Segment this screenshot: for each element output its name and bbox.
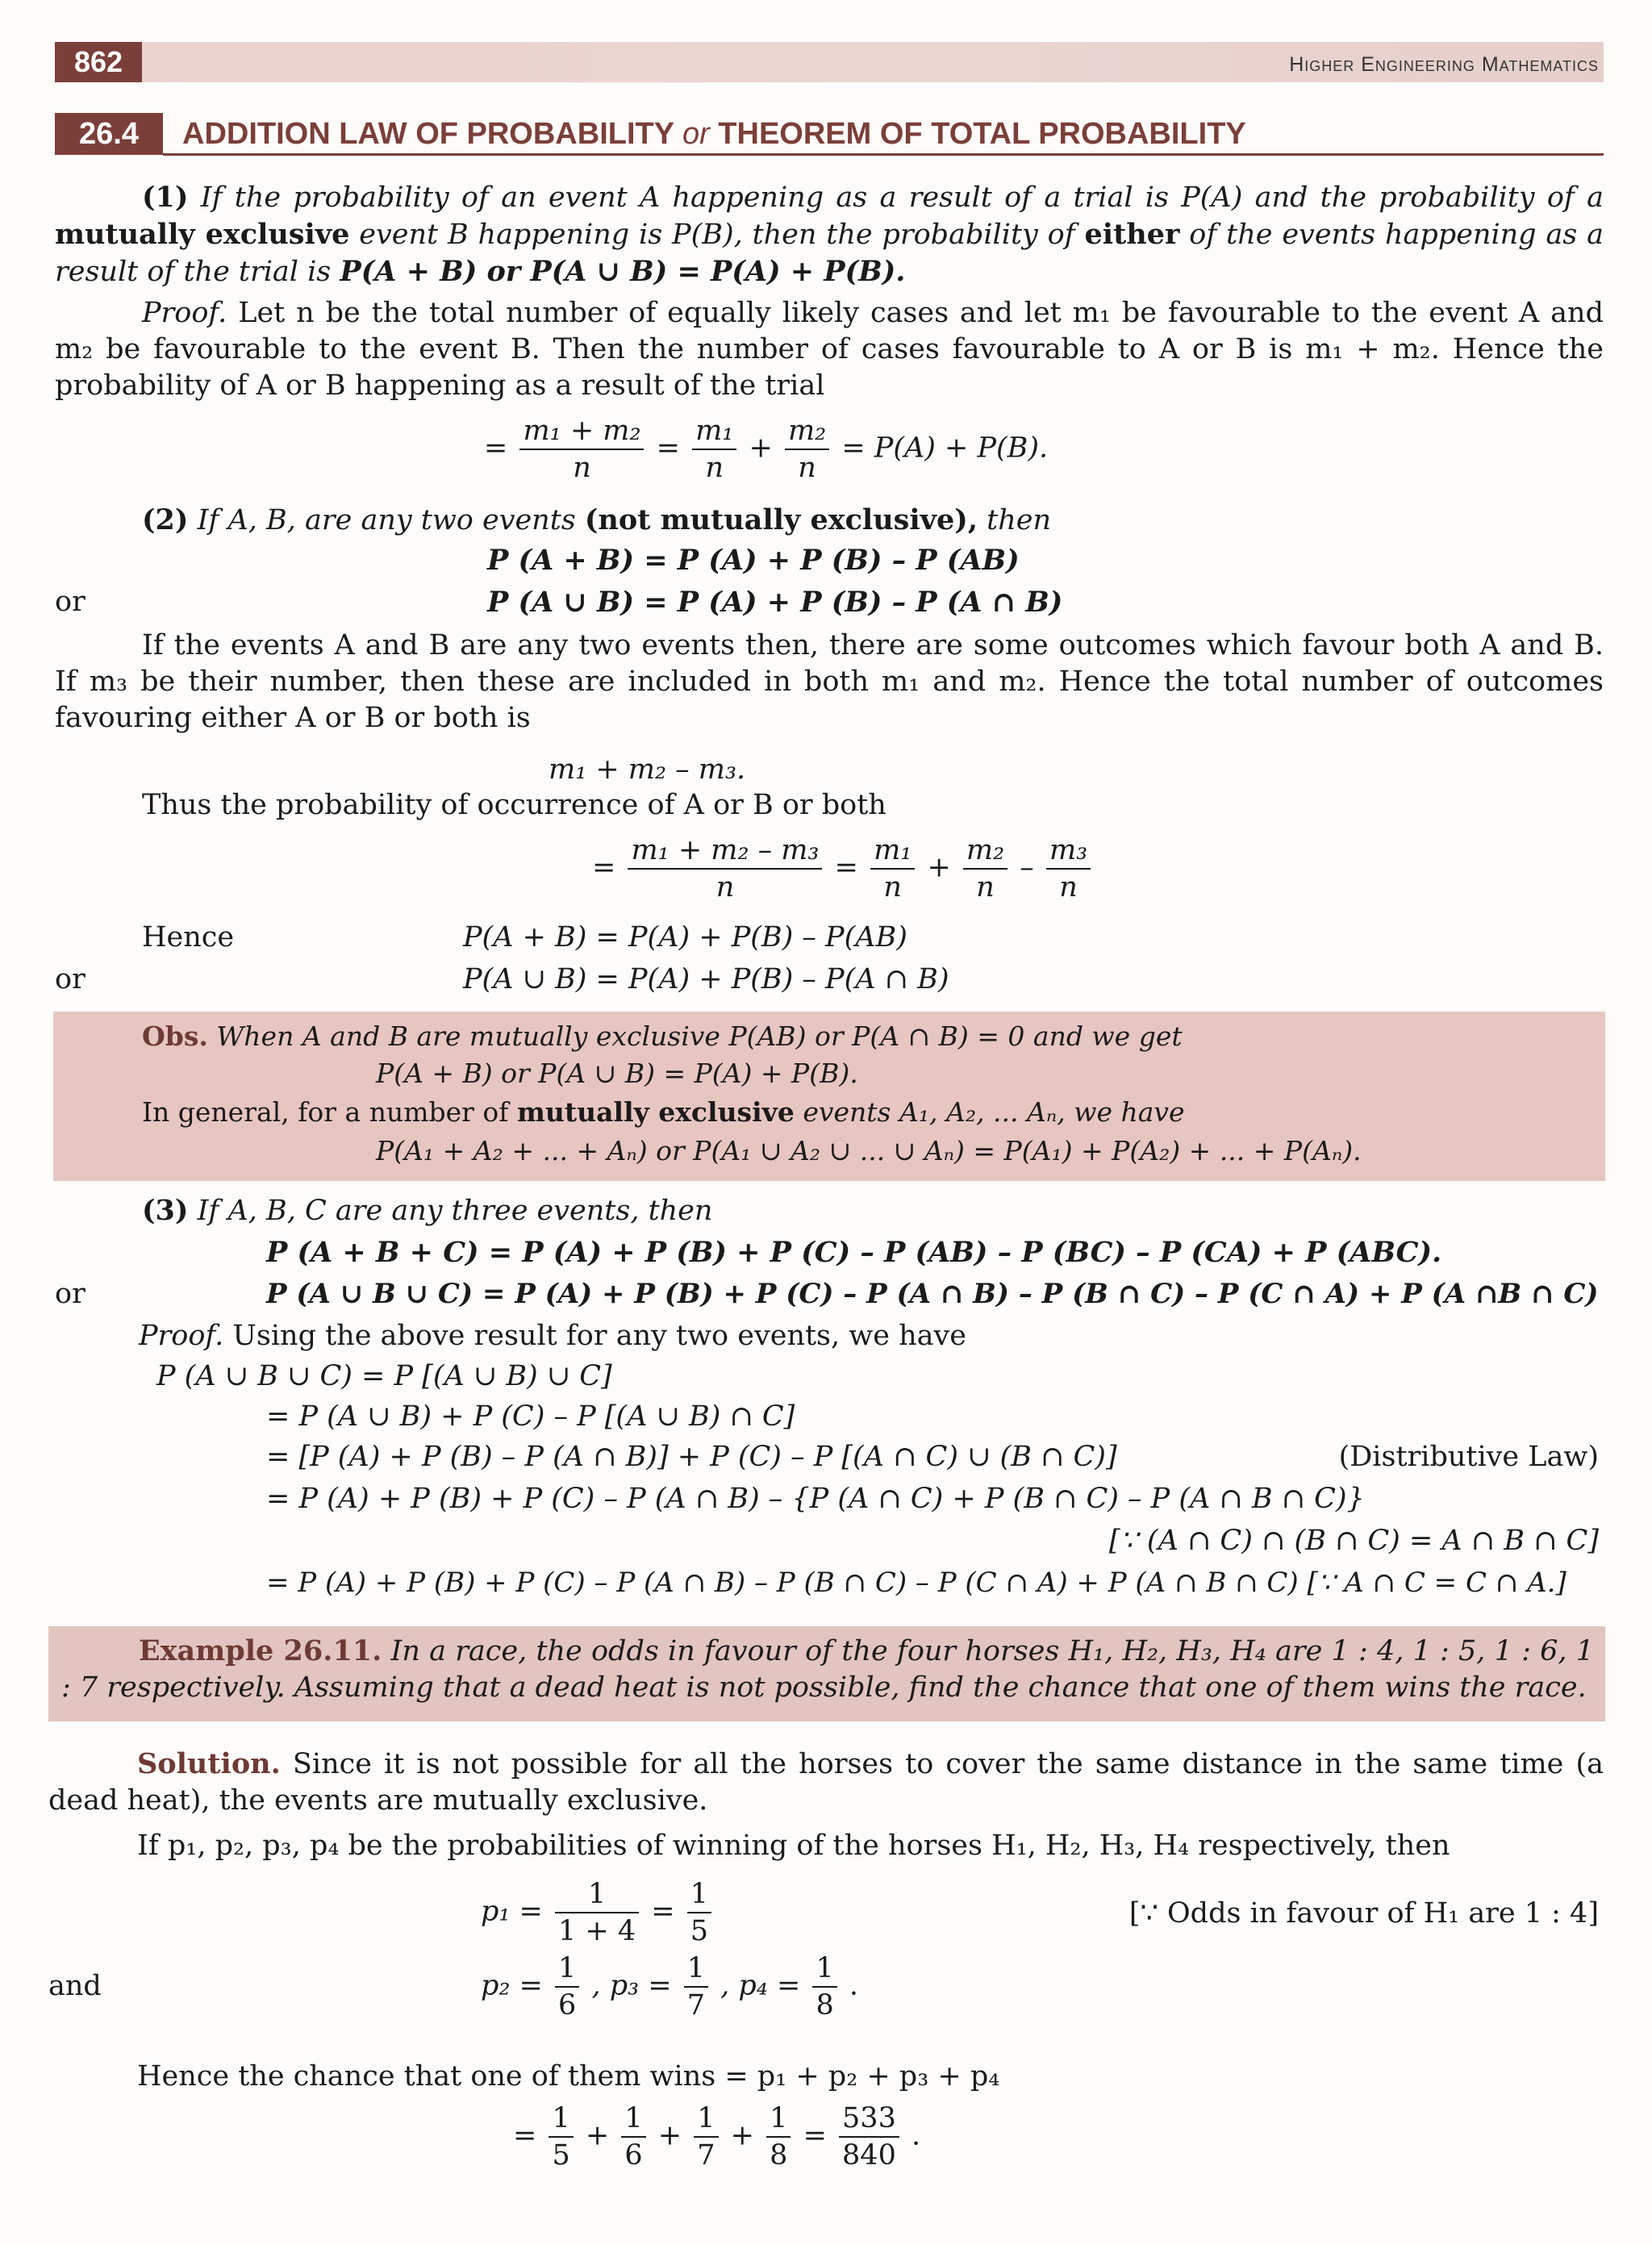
equation-p2-p3-p4: p₂ = $\frac{1}{6}$ , p₃ = $\frac{1}{7}$ , p₄ = $\frac{1}{8}$ . (481, 1952, 858, 2022)
solution-intro: Solution. Since it is not possible for all the horses to cover the same distance in the same time (a dead heat), the events are mutually exclusive. (48, 1747, 1604, 1817)
proof-2-reason-1: [∵ (A ∩ C) ∩ (B ∩ C) = A ∩ B ∩ C] (1108, 1525, 1599, 1557)
solution-hence: Hence the chance that one of them wins = p₁ + p₂ + p₃ + p₄ (137, 2060, 1000, 2093)
equation-total-count: m₁ + m₂ – m₃. (549, 753, 746, 786)
section-rule (163, 153, 1604, 156)
equation-final-sum: = $\frac{1}{5}$ + $\frac{1}{6}$ + $\frac{1}{7}$ + $\frac{1}{8}$ = $\frac{533}{840}$ . (513, 2102, 921, 2172)
proof-2-line-1: P (A ∪ B ∪ C) = P [(A ∪ B) ∪ C] (156, 1360, 612, 1392)
example-26-11: Example 26.11. In a race, the odds in favour of the four horses H₁, H₂, H₃, H₄ are 1 : 4, 1 : 5, 1 : 6, 1 : 7 respectively. Assuming that a dead heat is not possible, find the chance that one of them wins the race. (61, 1634, 1594, 1704)
margin-hence: Hence (142, 921, 235, 953)
fraction: $\frac{1}{7}$ (694, 2101, 718, 2173)
formula-three-events-sum: P (A + B + C) = P (A) + P (B) + P (C) – P (AB) – P (BC) – P (CA) + P (ABC). (266, 1236, 1442, 1269)
obs-line-1: Obs. When A and B are mutually exclusive P(AB) or P(A ∩ B) = 0 and we get (142, 1020, 1183, 1052)
proof-1: Proof. Let n be the total number of equally likely cases and let m₁ be favourable to the event A and m₂ be favourable to the event B. Then the number of cases favourable to A or B is m₁ + m₂. Hence the probability of A or B happening as a result of the trial (55, 297, 1604, 402)
proof-2-line-2: = P (A ∪ B) + P (C) – P [(A ∪ B) ∩ C] (266, 1400, 795, 1433)
proof-2-line-4: = P (A) + P (B) + P (C) – P (A ∩ B) – {P (A ∩ C) + P (B ∩ C) – P (A ∩ B ∩ C)} (266, 1483, 1365, 1515)
formula-two-events-union: P (A ∪ B) = P (A) + P (B) – P (A ∩ B) (487, 586, 1063, 619)
fraction: $\frac{\text{m₂}}{n}$ (963, 832, 1007, 905)
proof-2-line-3: = [P (A) + P (B) – P (A ∩ B)] + P (C) – P [(A ∩ C) ∪ (B ∩ C)] (266, 1441, 1117, 1473)
fraction: $\frac{1}{6}$ (621, 2101, 645, 2173)
proof-2-intro: Proof. Using the above result for any two events, we have (139, 1320, 966, 1352)
margin-or: or (55, 586, 86, 618)
obs-line-3: In general, for a number of mutually exclusive events A₁, A₂, ... Aₙ, we have (142, 1096, 1185, 1128)
fraction: $\frac{1}{5}$ (687, 1876, 711, 1949)
odds-note: [∵ Odds in favour of H₁ are 1 : 4] (1128, 1897, 1599, 1930)
paragraph-common-outcomes: If the events A and B are any two events then, there are some outcomes which favour both A and B. If m₃ be their number, then these are included in both m₁ and m₂. Hence the total number of outcomes favouring either A or B or both is (55, 629, 1604, 734)
margin-or: or (55, 1278, 86, 1310)
obs-line-2: P(A + B) or P(A ∪ B) = P(A) + P(B). (376, 1058, 858, 1089)
margin-and: and (48, 1970, 102, 2002)
fraction: $\frac{533}{840}$ (839, 2101, 899, 2173)
equation-three-term: = $\frac{\text{m₁ + m₂ – m₃}}{n}$ = $\frac{\text{m₁}}{n}$ + $\frac{\text{m₂}}{n}$ – $\frac{\text{m₃}}{n}$ (592, 832, 1094, 905)
solution-line-2: If p₁, p₂, p₃, p₄ be the probabilities of winning of the horses H₁, H₂, H₃, H₄ respectively, then (137, 1830, 1450, 1862)
section-number: 26.4 (55, 113, 163, 155)
page-number: 862 (55, 42, 142, 82)
fraction: $\frac{1}{7}$ (684, 1951, 708, 2023)
fraction: $\frac{\text{m₂}}{n}$ (785, 413, 829, 486)
obs-line-4: P(A₁ + A₂ + ... + Aₙ) or P(A₁ ∪ A₂ ∪ ... ∪ Aₙ) = P(A₁) + P(A₂) + ... + P(Aₙ). (376, 1135, 1362, 1166)
fraction: $\frac{\text{m₁ + m₂ – m₃}}{n}$ (628, 832, 822, 905)
text-thus: Thus the probability of occurrence of A or B or both (142, 789, 886, 821)
fraction: $\frac{\text{m₁ + m₂}}{n}$ (519, 413, 644, 486)
margin-or: or (55, 963, 86, 995)
running-title: Higher Engineering Mathematics (1289, 53, 1599, 76)
fraction: $\frac{1}{8}$ (766, 2101, 791, 2173)
formula-three-events-union: P (A ∪ B ∪ C) = P (A) + P (B) + P (C) – P (A ∩ B) – P (B ∩ C) – P (C ∩ A) + P (A ∩B ∩ C) (266, 1278, 1599, 1310)
formula-hence-sum: P(A + B) = P(A) + P(B) – P(AB) (463, 921, 907, 953)
fraction: $\frac{\text{m₃}}{n}$ (1046, 832, 1091, 905)
section-title: ADDITION LAW OF PROBABILITY or THEOREM OF TOTAL PROBABILITY (182, 117, 1246, 151)
equation-p1: p₁ = $\frac{1}{1 + 4}$ = $\frac{1}{5}$ (481, 1876, 715, 1949)
fraction: $\frac{\text{m₁}}{n}$ (692, 413, 736, 486)
formula-hence-union: P(A ∪ B) = P(A) + P(B) – P(A ∩ B) (463, 963, 949, 995)
statement-2: (2) If A, B, are any two events (not mutually exclusive), then (142, 503, 1052, 536)
fraction: $\frac{1}{5}$ (549, 2101, 573, 2173)
proof-2-distributive-note: (Distributive Law) (1338, 1441, 1599, 1473)
fraction: $\frac{1}{8}$ (812, 1951, 836, 2023)
fraction: $\frac{1}{6}$ (555, 1951, 579, 2023)
statement-1: (1) If the probability of an event A happening as a result of a trial is P(A) and the probability of a mutually exclusive event B happening is P(B), then the probability of either of the events happening as a result of the trial is P(A + B) or P(A ∪ B) = P(A) + P(B). (55, 181, 1604, 288)
fraction: $\frac{1}{1 + 4}$ (555, 1876, 639, 1949)
fraction: $\frac{\text{m₁}}{n}$ (870, 832, 915, 905)
proof-2-line-6: = P (A) + P (B) + P (C) – P (A ∩ B) – P (B ∩ C) – P (C ∩ A) + P (A ∩ B ∩ C) [∵ A ∩ C = C ∩ A.] (266, 1567, 1566, 1599)
statement-3: (3) If A, B, C are any three events, then (142, 1194, 713, 1227)
equation-two-event-sum: = $\frac{\text{m₁ + m₂}}{n}$ = $\frac{\text{m₁}}{n}$ + $\frac{\text{m₂}}{n}$ = P(A) + P(B). (484, 415, 1049, 484)
formula-two-events-sum: P (A + B) = P (A) + P (B) – P (AB) (487, 544, 1020, 577)
